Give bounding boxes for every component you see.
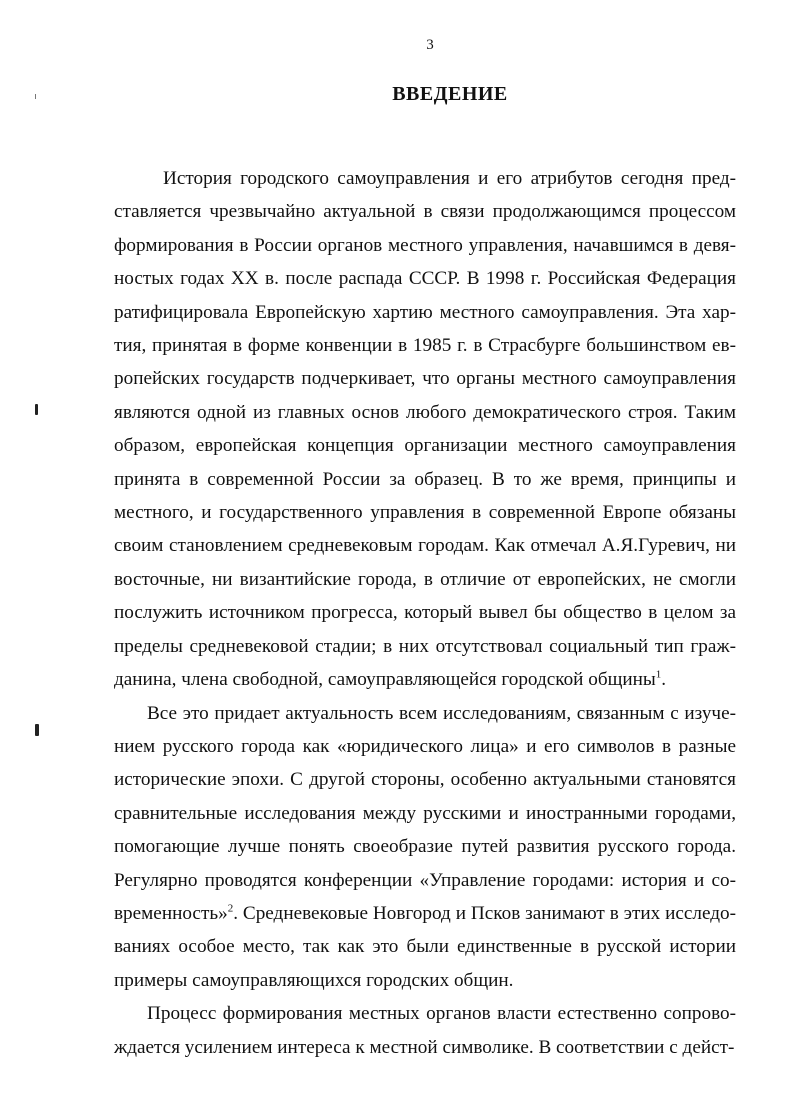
paragraph-2-text: Все это придает актуальность всем исследованиям, связанным с изучением русского города как «юридического лица» и его символов в разные исторические эпохи. С другой стороны, особенно актуальными становятся сравнительные исследования между русскими и иностранными городами, помогающие лучше понять своеобразие путей развития русского города. Регулярно проводятся конференции «Управление городами: история и современность» [114,702,736,924]
paragraph-2-end: . Средневековые Новгород и Псков занимают в этих исследованиях особое место, так как это были единственные в русской истории примеры самоуправляющихся городских общин. [114,902,736,991]
paragraph-2 [114,697,736,998]
paragraph-1-text: История городского самоуправления и его атрибутов сегодня представляется чрезвычайно актуальной в связи продолжающимся процессом формирования в России органов местного управления, начавшимся в девяностых годах XX в. после распада СССР. В 1998 г. Российская Федерация ратифицировала Европейскую хартию местного самоуправления. Эта хартия, принятая в форме конвенции в 1985 г. в Страсбурге большинством европейских государств подчеркивает, что органы местного самоуправления являются одной из главных основ любого демократического строя. Таким образом, европейская концепция организации местного самоуправления принята в современной России за образец. В то же время, принципы и местного, и государственного управления в современной Европе обязаны своим становлением средневековым городам. Как отмечал А.Я.Гуревич, ни восточные, ни византийские города, в отличие от европейских, не смогли послужить источником прогресса, который вывел бы общество в целом за пределы средневековой стадии; в них отсутствовал социальный тип гражданина, члена свободной, самоуправляющейся городской общины [114,168,736,691]
paragraph-3 [114,997,736,1064]
scan-mark [35,404,38,415]
paragraph-1 [114,162,736,697]
paragraph-1-end: . [661,669,667,691]
footnote-ref-1: 1 [655,668,662,681]
body-text [114,162,736,1064]
page-number: 3 [426,37,434,53]
scan-mark [35,724,39,736]
scan-mark [35,94,36,99]
footnote-ref-2: 2 [227,902,234,915]
paragraph-3-text: Процесс формирования местных органов власти естественно сопровождается усилением интереса к местной символике. В соответствии с дейст- [114,1003,736,1058]
section-heading: ВВЕДЕНИЕ [392,83,508,106]
